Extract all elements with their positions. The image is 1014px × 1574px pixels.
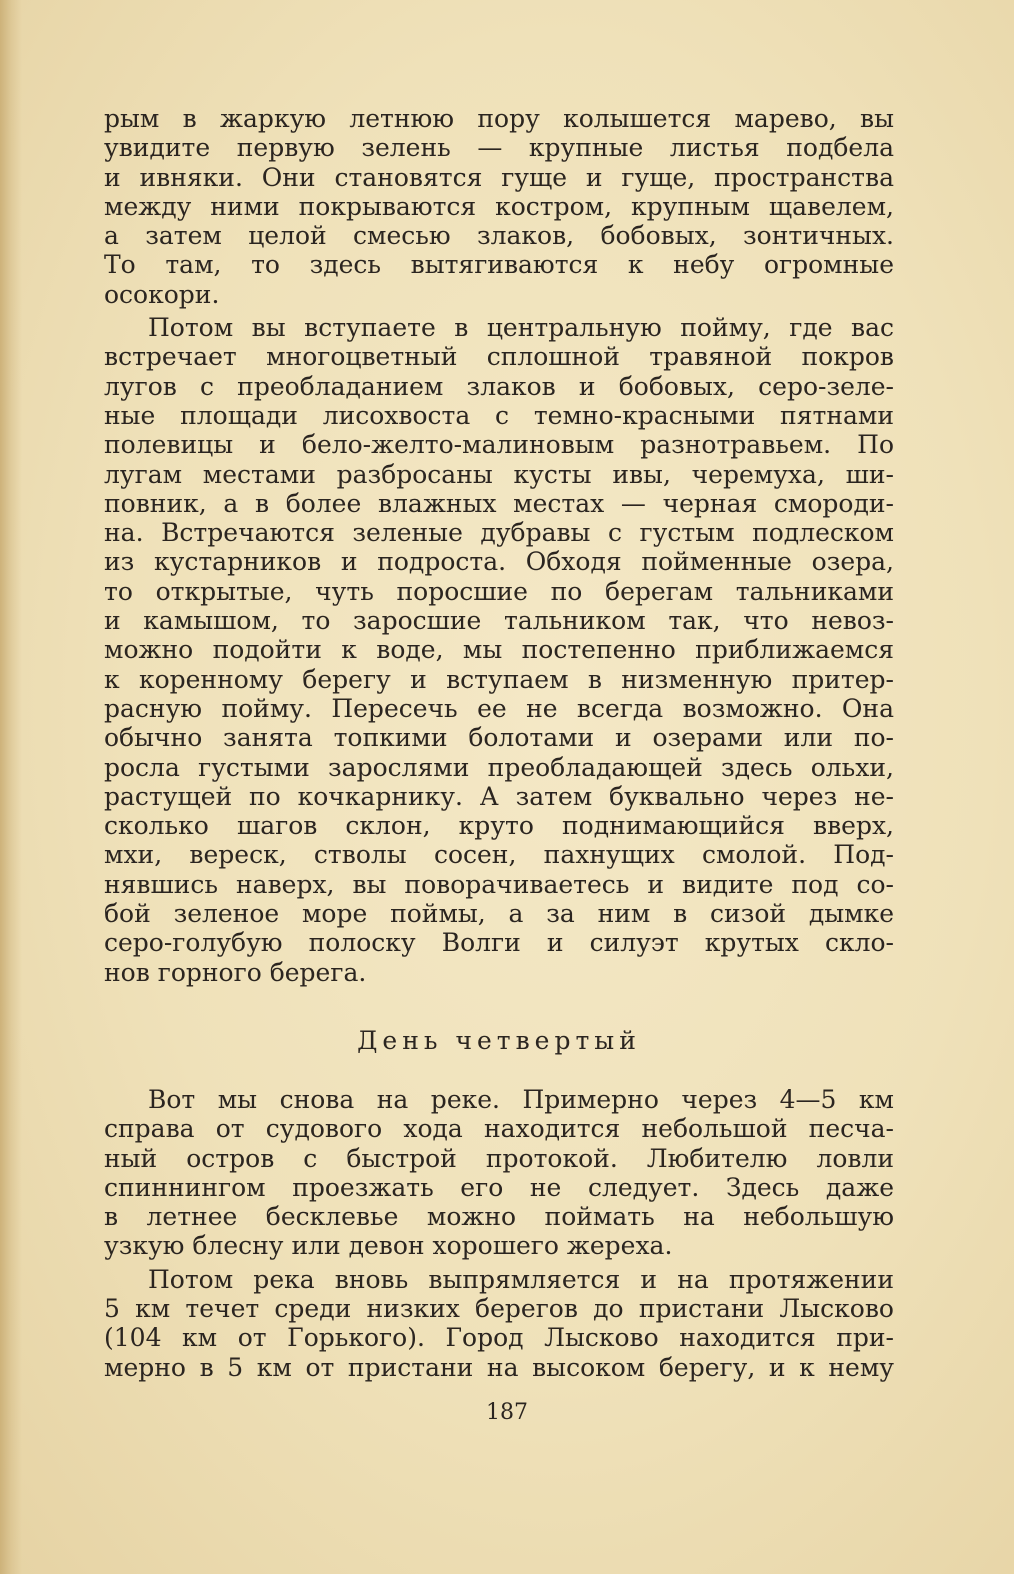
paragraph-4: [104, 1265, 894, 1382]
paragraph-1: [104, 104, 894, 309]
text-line: осокори.: [104, 279, 220, 309]
text-line: справа от судового хода находится небольшой песча-: [104, 1114, 894, 1144]
text-line: нов горного берега.: [104, 957, 367, 987]
page-number: 187: [486, 1400, 528, 1425]
text-line: увидите первую зелень — крупные листья подбела: [104, 133, 894, 163]
text-line: растущей по кочкарнику. А затем буквально через не-: [104, 781, 894, 811]
page-edge-shadow: [0, 0, 22, 1574]
text-line: полевицы и бело-желто-малиновым разнотравьем. По: [104, 430, 894, 460]
text-block-upper: [104, 104, 894, 987]
paragraph-2: [104, 313, 894, 987]
text-line: расную пойму. Пересечь ее не всегда возможно. Она: [104, 693, 894, 723]
text-line: обычно занята топкими болотами и озерами или по-: [104, 723, 894, 753]
text-line: Вот мы снова на реке. Примерно через 4—5 км: [148, 1085, 894, 1114]
text-line: сколько шагов склон, круто поднимающийся вверх,: [104, 811, 894, 841]
text-line: лугов с преобладанием злаков и бобовых, серо-зеле-: [104, 371, 894, 401]
text-line: ные площади лисохвоста с темно-красными пятнами: [104, 400, 894, 430]
text-line: росла густыми зарослями преобладающей здесь ольхи,: [104, 752, 894, 782]
text-line: спиннингом проезжать его не следует. Здесь даже: [104, 1172, 894, 1202]
text-line: нявшись наверх, вы поворачиваетесь и видите под со-: [104, 869, 894, 899]
text-line: бой зеленое море поймы, а за ним в сизой дымке: [104, 899, 894, 929]
text-line: ный остров с быстрой протокой. Любителю ловли: [104, 1143, 894, 1173]
text-line: на. Встречаются зеленые дубравы с густым подлеском: [104, 518, 894, 548]
text-block-lower: [104, 1085, 894, 1382]
text-line: (104 км от Горького). Город Лысково находится при-: [104, 1323, 894, 1353]
text-line: серо-голубую полоску Волги и силуэт крутых скло-: [104, 928, 894, 958]
paragraph-3: [104, 1085, 894, 1261]
text-line: а затем целой смесью злаков, бобовых, зонтичных.: [104, 221, 894, 251]
text-line: лугам местами разбросаны кусты ивы, черемуха, ши-: [104, 459, 894, 489]
text-line: То там, то здесь вытягиваются к небу огромные: [104, 250, 894, 280]
text-line: в летнее бесклевье можно поймать на небольшую: [104, 1202, 894, 1232]
text-line: то открытые, чуть поросшие по берегам тальниками: [104, 576, 894, 606]
text-line: рым в жаркую летнюю пору колышется марево, вы: [104, 104, 894, 133]
text-line: повник, а в более влажных местах — черная смороди-: [104, 488, 894, 518]
text-line: встречает многоцветный сплошной травяной покров: [104, 342, 894, 372]
section-heading: День четвертый: [357, 1026, 641, 1055]
text-line: узкую блесну или девон хорошего жереха.: [104, 1231, 673, 1261]
text-line: мхи, вереск, стволы сосен, пахнущих смолой. Под-: [104, 840, 894, 870]
text-line: и камышом, то заросшие тальником так, что невоз-: [104, 606, 894, 636]
text-line: и ивняки. Они становятся гуще и гуще, пространства: [104, 162, 894, 192]
text-line: из кустарников и подроста. Обходя пойменные озера,: [104, 547, 894, 577]
text-line: между ними покрываются костром, крупным щавелем,: [104, 191, 894, 221]
text-line: можно подойти к воде, мы постепенно приближаемся: [104, 635, 894, 665]
text-line: Потом река вновь выпрямляется и на протяжении: [148, 1264, 894, 1294]
text-line: к коренному берегу и вступаем в низменную притер-: [104, 664, 894, 694]
text-line: Потом вы вступаете в центральную пойму, где вас: [148, 313, 894, 343]
text-line: 5 км течет среди низких берегов до пристани Лысково: [104, 1294, 894, 1324]
text-line: мерно в 5 км от пристани на высоком берегу, и к нему: [104, 1352, 894, 1382]
